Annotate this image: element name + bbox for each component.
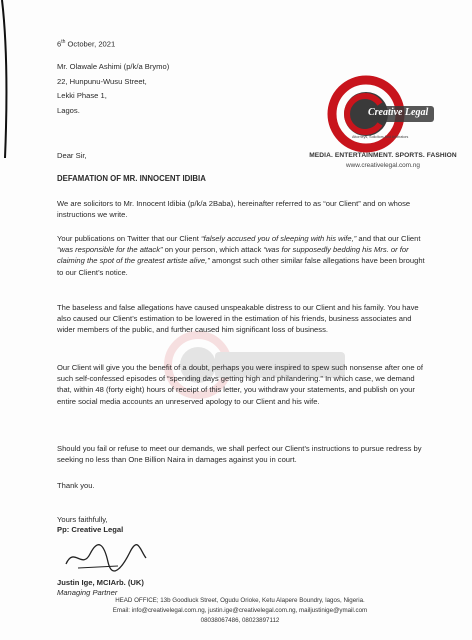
firm-website: www.creativelegal.com.ng (346, 162, 420, 169)
paragraph-introduction: We are solicitors to Mr. Innocent Idibia (p/k/a 2Baba), hereinafter referred to as “our Client” and on whose instructions we write. (57, 199, 411, 220)
salutation: Dear Sir, (57, 151, 87, 160)
allegations-text-1: Your publications on Twitter that our Client (57, 234, 201, 243)
footer-phones: 08038067486, 08023897112 (200, 617, 280, 624)
footer-office: HEAD OFFICE; 13b Goodluck Street, Ogudu Orioke, Ketu Alapere Boundry, lagos, Nigeria. (115, 597, 365, 604)
allegations-text-3: on your person, which attack (162, 245, 264, 255)
recipient-area: Lekki Phase 1, (57, 91, 107, 101)
valediction: Yours faithfully, (57, 515, 108, 524)
handwritten-signature (60, 540, 150, 574)
page-edge-shadow (0, 0, 14, 160)
allegations-text-2: and that our Client (356, 234, 421, 243)
recipient-street: 22, Hunpunu-Wusu Street, (57, 76, 147, 86)
recipient-name: Mr. Olawale Ashimi (p/k/a Brymo) (57, 62, 170, 71)
signer-name: Justin Ige, MCIArb. (UK) (57, 578, 144, 587)
allegations-quote-3: “was for supposedly bedding his Mrs. or for claiming the spot of the greatest artiste alive,” (57, 245, 409, 266)
paragraph-demands: Our Client will give you the benefit of a doubt, perhaps you were inspired to spew such nonsense after one of such self-confessed episodes of “spending days getting high and philandering.” In which case, we demand that, within 48 (forty eight) hours of receipt of this letter, you withdraw your statements, and publish on your entire social media accounts an unreserved apology to our Client and his wife. (57, 363, 423, 406)
paragraph-allegations (57, 233, 427, 278)
logo-sectors: MEDIA. ENTERTAINMENT. SPORTS. FASHION (309, 152, 457, 159)
thank-you: Thank you. (57, 481, 95, 490)
recipient-city: Lagos. (57, 105, 80, 115)
allegations-quote-1: “falsely accused you of sleeping with his wife,” (200, 234, 357, 243)
paragraph-damages: The baseless and false allegations have caused unspeakable distress to our Client and his family. You have also caused our Client’s estimation to be lowered in the estimation of his friends, business associates and wider members of the public, and further caused him significant loss of business. (57, 303, 419, 335)
allegations-quote-2: “was responsible for the attack” (57, 245, 163, 255)
letter-date: 6th October, 2021 (57, 39, 116, 49)
firm-name: Pp: Creative Legal (57, 525, 124, 534)
logo-wordmark: Creative Legal (368, 107, 429, 118)
signer-title: Managing Partner (57, 588, 118, 597)
logo-subtitle: Attorneys, Solicitors And Arbitrators (352, 135, 409, 139)
letter-subject: DEFAMATION OF MR. INNOCENT IDIBIA (57, 174, 206, 183)
allegations-text-4: amongst such other similar false allegations have been brought to our Client’s notice. (57, 256, 425, 277)
paragraph-redress: Should you fail or refuse to meet our demands, we shall perfect our Client’s instructions to pursue redress by seeking no less than One Billion Naira in damages against you in court. (57, 444, 422, 465)
footer-email: Email: info@creativelegal.com.ng, justin.ige@creativelegal.com.ng, mailjustinige@ymail.com (112, 607, 368, 614)
recipient-address (57, 62, 169, 116)
